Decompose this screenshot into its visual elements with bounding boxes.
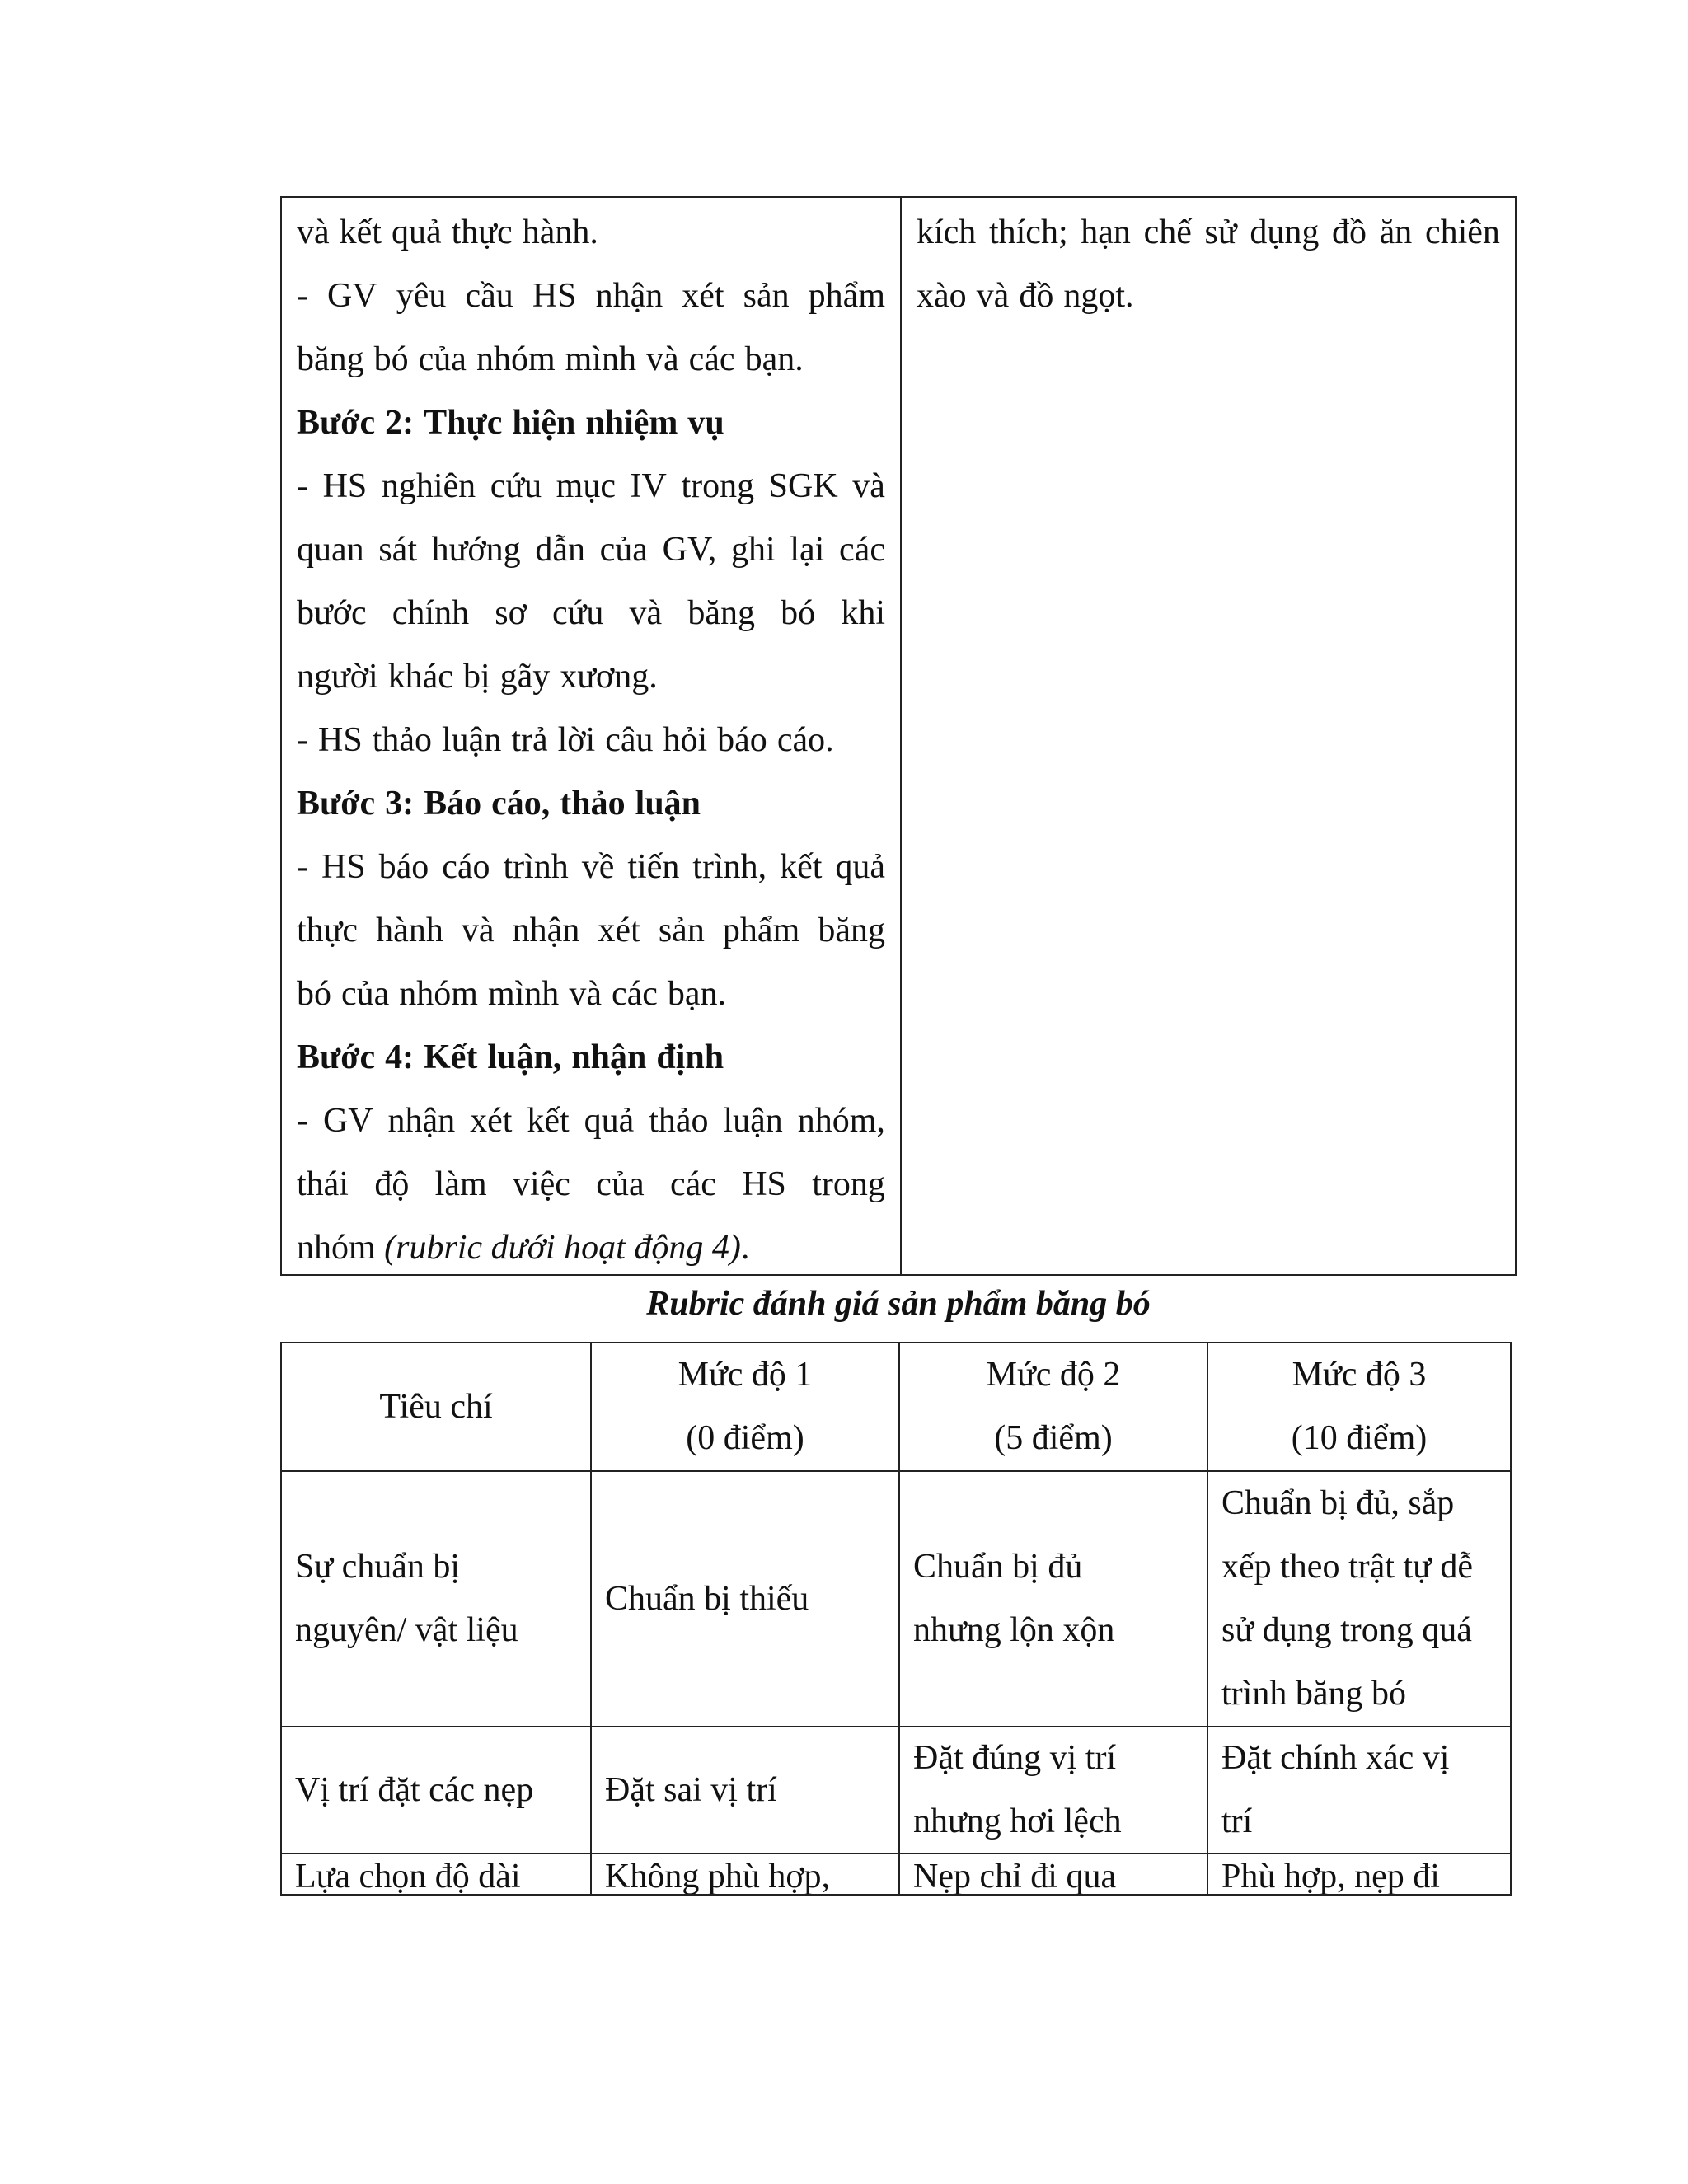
- word: độ: [374, 1165, 410, 1203]
- cell-line: Chuẩn bị đủ, sắp: [1221, 1484, 1455, 1522]
- left-line: [297, 709, 885, 772]
- word: thực: [297, 912, 359, 949]
- level-points: (0 điểm): [686, 1419, 804, 1457]
- left-line: [297, 518, 885, 582]
- word: đồ: [1331, 213, 1367, 251]
- word: thảo: [560, 785, 626, 823]
- word: kết: [527, 1102, 570, 1140]
- word: sử: [1204, 213, 1237, 251]
- word: ngọt.: [1063, 277, 1134, 315]
- cell-line: Đặt sai vị trí: [605, 1770, 777, 1809]
- word: phẩm: [722, 912, 800, 949]
- cell-line: Chuẩn bị thiếu: [605, 1579, 809, 1618]
- word: quả: [391, 213, 442, 251]
- word: bó: [297, 975, 331, 1013]
- word: xương.: [560, 658, 658, 696]
- word: câu: [605, 721, 654, 759]
- word: về: [581, 848, 615, 886]
- word: GV: [322, 1102, 373, 1140]
- level-name: Mức độ 2: [986, 1356, 1121, 1394]
- word: Báo: [424, 785, 482, 823]
- word: và: [569, 975, 602, 1013]
- word: cầu: [465, 277, 513, 315]
- activity-table-right-cell: [902, 198, 1515, 1274]
- word: -: [297, 721, 308, 759]
- word: nhận: [595, 277, 663, 315]
- rubric-reference: (rubric dưới hoạt động 4): [384, 1229, 741, 1267]
- word: làm: [434, 1165, 487, 1203]
- word: lời: [557, 721, 596, 759]
- word: thích;: [988, 213, 1068, 251]
- word: nhiệm: [585, 404, 678, 442]
- word: băng: [687, 594, 755, 632]
- left-line: [297, 1026, 885, 1090]
- left-line: [297, 1090, 885, 1153]
- word: HS: [532, 277, 577, 315]
- word: Bước: [297, 1038, 376, 1076]
- word: và: [629, 594, 663, 632]
- word: của: [596, 1165, 645, 1203]
- word: trong: [681, 467, 755, 505]
- rubric-row-preparation: [282, 1470, 1510, 1726]
- word: cứu: [551, 594, 604, 632]
- word: nhận: [571, 1038, 647, 1076]
- rubric-cell-level-1: [590, 1472, 898, 1726]
- rubric-caption: Rubric đánh giá sản phẩm băng bó: [646, 1285, 1151, 1323]
- cell-line: Nẹp chỉ đi qua: [913, 1858, 1117, 1894]
- word: chế: [1143, 213, 1192, 251]
- word: sơ: [495, 594, 527, 632]
- word: yêu: [396, 277, 447, 315]
- word: của: [599, 531, 648, 569]
- word: kết: [780, 848, 823, 886]
- line-text: nhóm: [297, 1229, 385, 1267]
- rubric-cell-level-3: [1207, 1854, 1510, 1894]
- cell-line: Đặt đúng vị trí: [913, 1739, 1117, 1777]
- rubric-header-row: [282, 1343, 1510, 1470]
- rubric-header-criteria-label: Tiêu chí: [379, 1387, 493, 1426]
- left-line: [297, 328, 885, 391]
- cell-line: trình băng bó: [1221, 1675, 1406, 1713]
- word: kích: [917, 213, 977, 251]
- rubric-cell-level-1: [590, 1854, 898, 1894]
- left-line: [297, 1216, 885, 1280]
- word: xét: [470, 1102, 513, 1140]
- word: của: [341, 975, 390, 1013]
- word: SGK: [768, 467, 838, 505]
- word: và: [645, 340, 679, 378]
- word: dẫn: [535, 531, 585, 569]
- word: hỏi: [663, 721, 708, 759]
- word: báo: [378, 848, 429, 886]
- rubric-cell-level-2: [898, 1472, 1207, 1726]
- word: dụng: [1250, 213, 1320, 251]
- word: Kết: [424, 1038, 478, 1076]
- cell-line: sử dụng trong quá: [1221, 1611, 1472, 1649]
- word: định: [656, 1038, 724, 1076]
- word: cáo: [442, 848, 490, 886]
- word: quả: [584, 1102, 635, 1140]
- word: và: [297, 213, 330, 251]
- word: hành.: [522, 213, 598, 251]
- word: HS: [321, 848, 366, 886]
- left-line: [297, 836, 885, 899]
- word: ghi: [731, 531, 776, 569]
- rubric-header-level-2: [898, 1343, 1207, 1470]
- level-name: Mức độ 3: [1292, 1356, 1427, 1394]
- word: chiên: [1424, 213, 1500, 251]
- word: xét: [682, 277, 724, 315]
- word: xào: [917, 277, 967, 315]
- word: các: [611, 975, 658, 1013]
- word: các: [839, 531, 885, 569]
- rubric-header-level-3: [1207, 1343, 1510, 1470]
- word: của: [418, 340, 467, 378]
- word: HS: [322, 467, 368, 505]
- word: kết: [339, 213, 382, 251]
- rubric-row-splint-position: [282, 1726, 1510, 1853]
- word: sản: [743, 277, 790, 315]
- word: trình: [503, 848, 569, 886]
- word: quả: [835, 848, 885, 886]
- word: người: [297, 658, 378, 696]
- left-line: [297, 772, 885, 836]
- word: sản: [658, 912, 705, 949]
- activity-table-left-cell: [282, 198, 902, 1274]
- word: mục: [556, 467, 616, 505]
- word: hành: [376, 912, 443, 949]
- word: -: [297, 1102, 308, 1140]
- word: phẩm: [808, 277, 885, 315]
- word: hiện: [512, 404, 576, 442]
- word: -: [297, 467, 308, 505]
- word: thái: [297, 1165, 349, 1203]
- left-line: [297, 265, 885, 328]
- cell-line: Chuẩn bị đủ: [913, 1548, 1083, 1586]
- word: báo: [717, 721, 767, 759]
- left-line: [297, 391, 885, 455]
- word: IV: [630, 467, 667, 505]
- rubric-table: [280, 1342, 1512, 1896]
- cell-line: Sự chuẩn bị: [295, 1548, 461, 1586]
- word: gãy: [499, 658, 551, 696]
- left-line: [297, 899, 885, 963]
- word: các: [688, 340, 735, 378]
- word: băng: [818, 912, 885, 949]
- word: GV: [327, 277, 377, 315]
- word: Bước: [297, 404, 376, 442]
- word: quan: [297, 531, 364, 569]
- word: cứu: [490, 467, 542, 505]
- word: nhóm,: [797, 1102, 885, 1140]
- word: thảo: [372, 721, 433, 759]
- word: và: [461, 912, 495, 949]
- word: cáo,: [491, 785, 551, 823]
- rubric-cell-level-3: [1207, 1472, 1510, 1726]
- right-line: [917, 265, 1500, 328]
- rubric-cell-level-1: [590, 1727, 898, 1853]
- left-line: [297, 645, 885, 709]
- word: HS: [742, 1165, 786, 1203]
- left-line: [297, 455, 885, 518]
- word: 2:: [385, 404, 415, 442]
- right-line: [917, 201, 1500, 265]
- word: Bước: [297, 785, 376, 823]
- word: mình: [487, 975, 560, 1013]
- word: vụ: [687, 404, 724, 442]
- left-line: [297, 1153, 885, 1216]
- word: bạn.: [744, 340, 804, 378]
- cell-line: xếp theo trật tự dễ: [1221, 1548, 1473, 1586]
- word: luận: [442, 721, 502, 759]
- word: và: [976, 277, 1010, 315]
- rubric-cell-criteria: [282, 1854, 590, 1894]
- rubric-cell-level-2: [898, 1727, 1207, 1853]
- cell-line: Phù hợp, nẹp đi: [1221, 1858, 1440, 1894]
- rubric-cell-criteria: [282, 1727, 590, 1853]
- word: luận,: [487, 1038, 562, 1076]
- word: bó: [373, 340, 409, 378]
- word: và: [852, 467, 885, 505]
- level-points: (5 điểm): [994, 1419, 1113, 1457]
- rubric-cell-level-2: [898, 1854, 1207, 1894]
- rubric-cell-level-3: [1207, 1727, 1510, 1853]
- word: trả: [511, 721, 548, 759]
- cell-line: Vị trí đặt các nẹp: [295, 1770, 534, 1809]
- word: Thực: [424, 404, 503, 442]
- word: thực: [451, 213, 513, 251]
- word: hạn: [1081, 213, 1131, 251]
- word: băng: [297, 340, 364, 378]
- word: lại: [790, 531, 825, 569]
- cell-line: nguyên/ vật liệu: [295, 1611, 518, 1649]
- word: chính: [392, 594, 470, 632]
- left-line: [297, 582, 885, 645]
- word: -: [297, 277, 308, 315]
- word: trong: [812, 1165, 885, 1203]
- rubric-header-criteria: [282, 1343, 590, 1470]
- word: HS: [318, 721, 363, 759]
- word: luận: [635, 785, 701, 823]
- word: các: [669, 1165, 716, 1203]
- word: nhận: [387, 1102, 456, 1140]
- left-line: [297, 963, 885, 1026]
- rubric-cell-criteria: [282, 1472, 590, 1726]
- word: tiến: [627, 848, 680, 886]
- word: cáo.: [776, 721, 834, 759]
- cell-line: Lựa chọn độ dài: [295, 1858, 521, 1894]
- word: nhóm: [476, 340, 556, 378]
- word: mình: [565, 340, 636, 378]
- activity-table: [280, 196, 1517, 1276]
- cell-line: nhưng hơi lệch: [913, 1802, 1122, 1840]
- word: nhóm: [399, 975, 478, 1013]
- cell-line: Không phù hợp,: [605, 1858, 831, 1894]
- word: khác: [387, 658, 453, 696]
- word: sát: [378, 531, 417, 569]
- rubric-header-level-1: [590, 1343, 898, 1470]
- word: việc: [513, 1165, 570, 1203]
- word: bước: [297, 594, 367, 632]
- word: nghiên: [381, 467, 476, 505]
- word: 3:: [385, 785, 415, 823]
- word: hướng: [431, 531, 521, 569]
- cell-line: nhưng lộn xộn: [913, 1611, 1115, 1649]
- word: nhận: [512, 912, 580, 949]
- cell-line: trí: [1221, 1802, 1253, 1840]
- level-points: (10 điểm): [1291, 1419, 1428, 1457]
- level-name: Mức độ 1: [678, 1356, 813, 1394]
- left-line: [297, 201, 885, 265]
- line-text: .: [740, 1229, 750, 1267]
- word: khi: [841, 594, 885, 632]
- word: 4:: [385, 1038, 415, 1076]
- word: GV,: [662, 531, 717, 569]
- word: xét: [598, 912, 640, 949]
- word: ăn: [1379, 213, 1413, 251]
- word: bó: [781, 594, 816, 632]
- word: đồ: [1019, 277, 1054, 315]
- word: bị: [462, 658, 490, 696]
- word: luận: [723, 1102, 783, 1140]
- word: -: [297, 848, 308, 886]
- rubric-row-length: [282, 1853, 1510, 1894]
- word: thảo: [649, 1102, 709, 1140]
- word: bạn.: [667, 975, 727, 1013]
- word: trình,: [692, 848, 767, 886]
- cell-line: Đặt chính xác vị: [1221, 1739, 1450, 1777]
